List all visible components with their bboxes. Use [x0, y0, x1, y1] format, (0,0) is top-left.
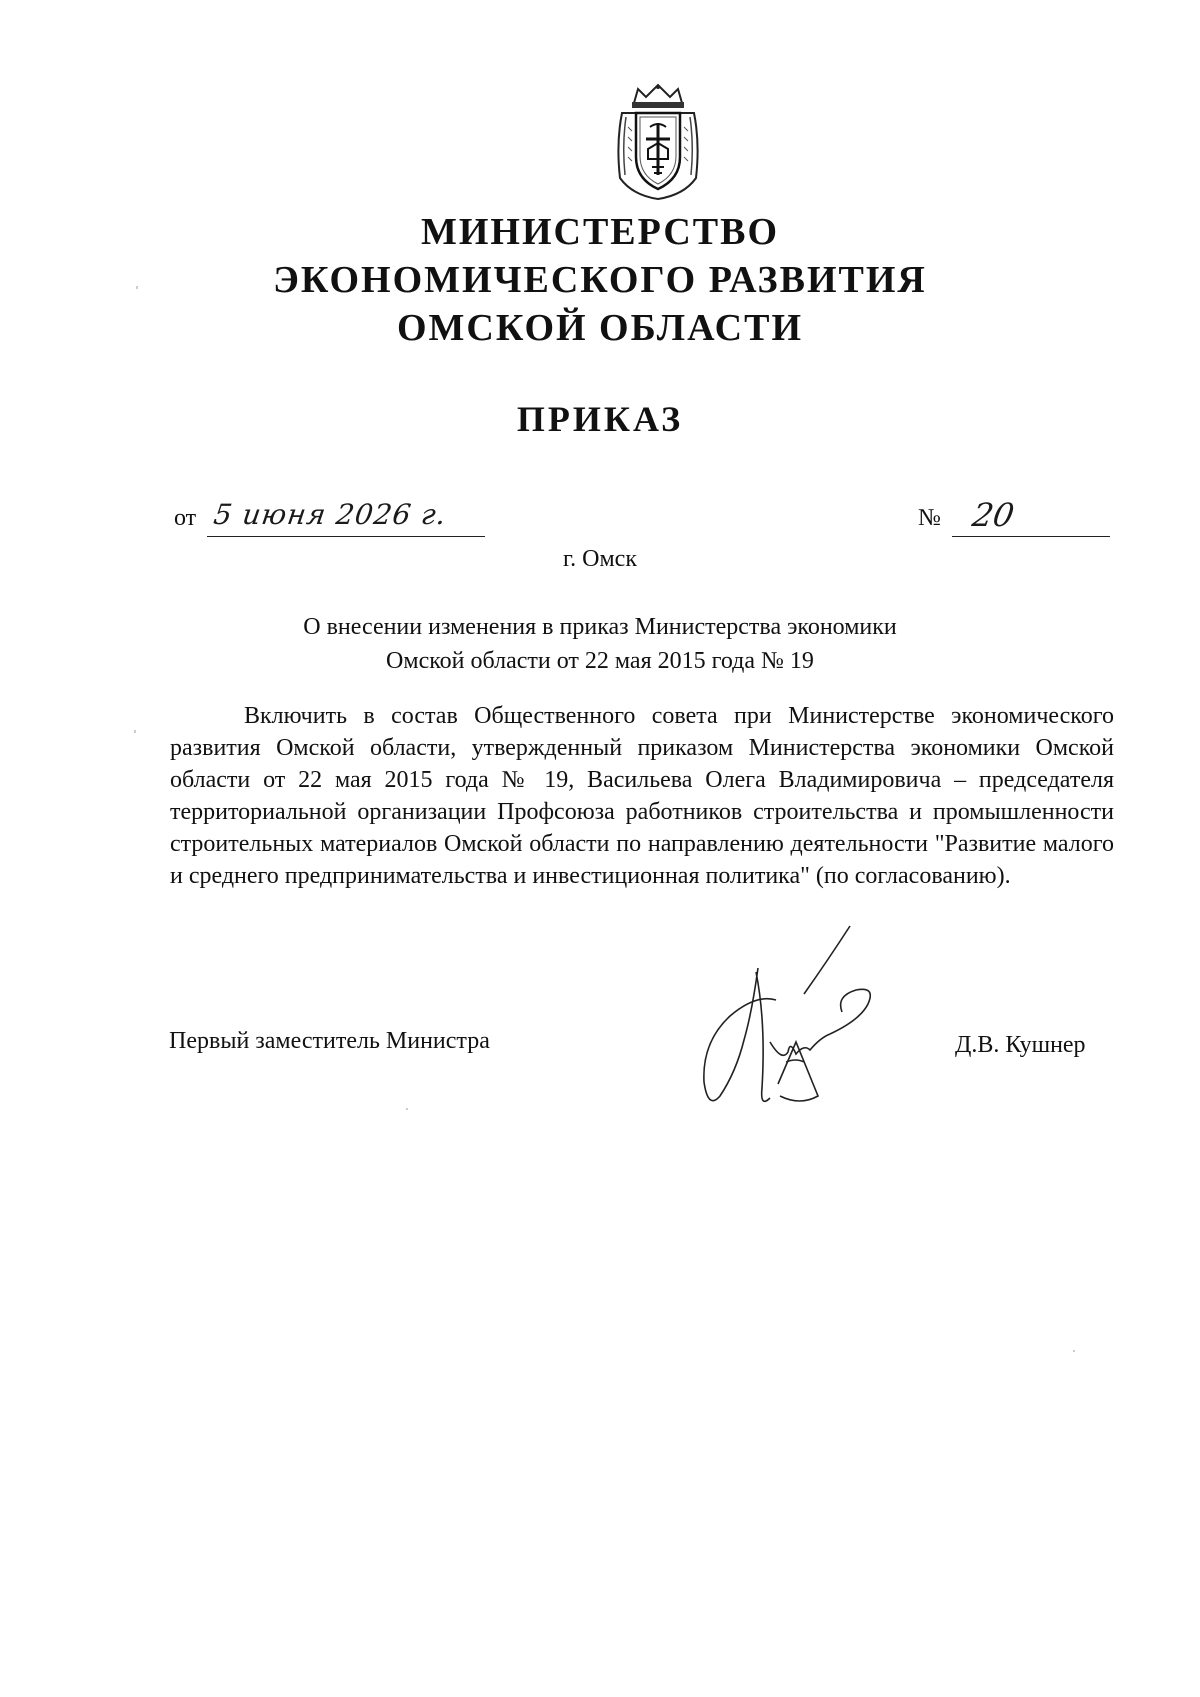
- handwritten-signature-icon: [700, 912, 900, 1112]
- ministry-name-line2: ЭКОНОМИЧЕСКОГО РАЗВИТИЯ: [273, 259, 927, 301]
- number-prefix: №: [918, 505, 941, 531]
- ministry-name-line1: МИНИСТЕРСТВО: [420, 211, 780, 253]
- date-prefix: от: [174, 505, 197, 531]
- issue-city: г. Омск: [563, 546, 637, 572]
- handwritten-order-number: 20: [969, 496, 1018, 534]
- scan-speck: [134, 730, 136, 733]
- date-underline: [207, 536, 485, 537]
- number-underline: [952, 536, 1110, 537]
- handwritten-date: 5 июня 2026 г.: [211, 498, 449, 531]
- signatory-name: Д.В. Кушнер: [955, 1032, 1086, 1058]
- scan-speck: [136, 286, 138, 289]
- scan-speck: [406, 1108, 408, 1110]
- scan-speck: [1073, 1350, 1075, 1352]
- ministry-name-line3: ОМСКОЙ ОБЛАСТИ: [396, 307, 804, 349]
- order-body-paragraph: Включить в состав Общественного совета при Министерстве экономического развития Омской области, утвержденный приказом Министерства экономики Омской области от 22 мая 2015 года № 19, Васильева Олега Владимировича – председателя территориальной организации Профсоюза работников строительства и промышленности строительных материалов Омской области по направлению деятельности "Развитие малого и среднего предпринимательства и инвестиционная политика" (по согласованию).: [170, 703, 1114, 889]
- order-subject: [0, 610, 1200, 678]
- order-subject-line2: Омской области от 22 мая 2015 года № 19: [386, 648, 814, 674]
- omsk-oblast-coat-of-arms-icon: [612, 83, 704, 203]
- order-subject-line1: О внесении изменения в приказ Министерства экономики: [303, 614, 897, 640]
- document-title: ПРИКАЗ: [516, 399, 684, 439]
- signatory-role: Первый заместитель Министра: [169, 1028, 490, 1054]
